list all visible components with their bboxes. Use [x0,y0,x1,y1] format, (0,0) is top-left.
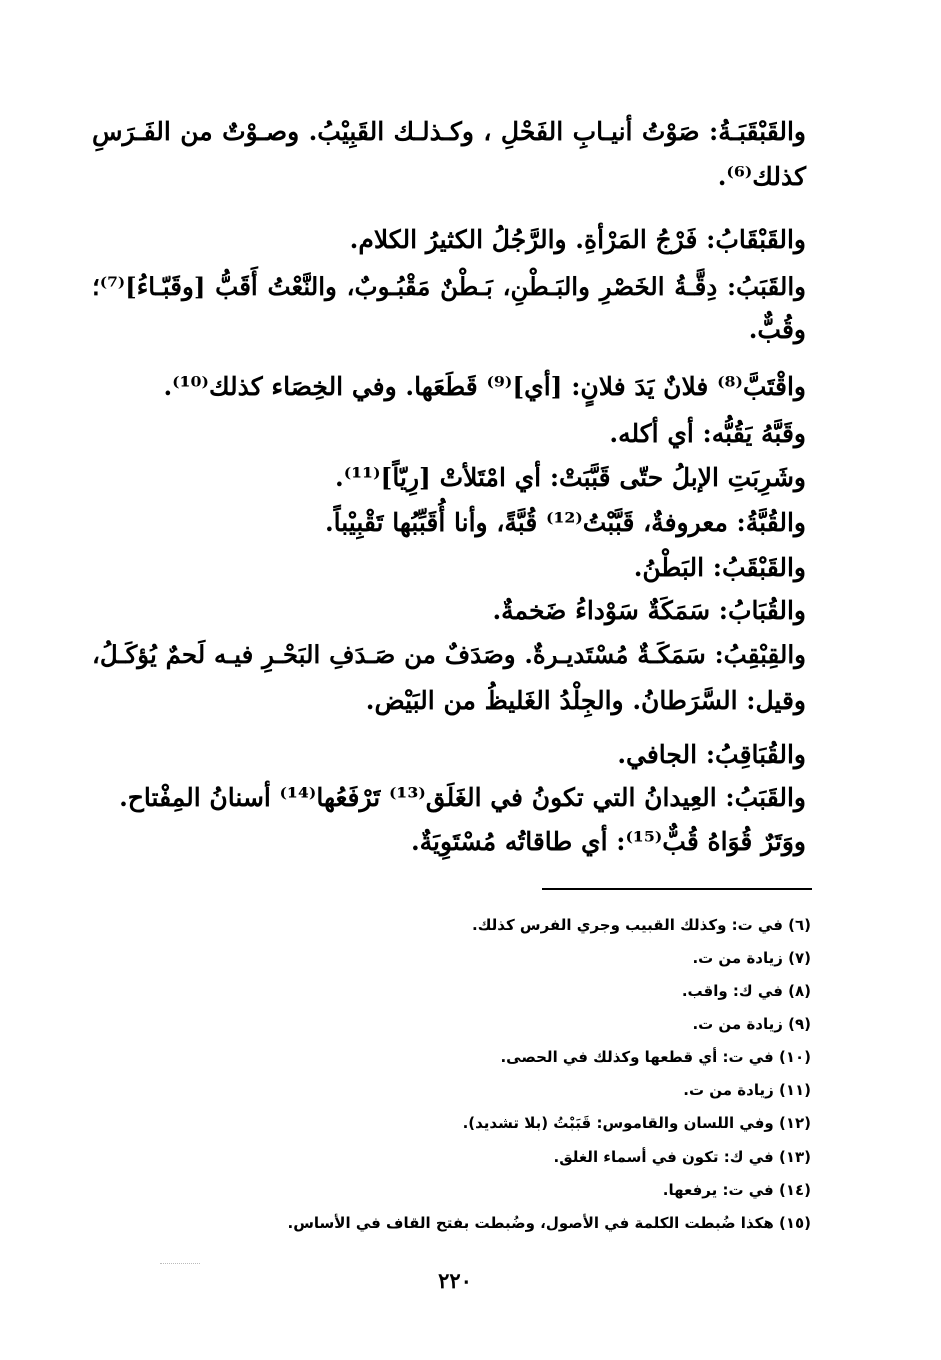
entry-iqtabba: واقْتَبَّ⁽⁸⁾ فلانٌ يَدَ فلانٍ: [أي]⁽⁹⁾ قَطَعَها. وفي الخِصَاء كذلك⁽¹⁰⁾. [163,372,806,401]
footnote-12: (١٢) وفي اللسان والقاموس: قَبَبْتُ (بلا تشديد). [462,1114,811,1132]
entry-qabqab-belly: والقَبْقَبُ: البَطْنُ. [633,553,806,582]
page-number: ٢٢٠ [438,1268,472,1293]
footnote-15: (١٥) هكذا ضُبطت الكلمة في الأصول، وضُبطت بفتح القاف في الأساس. [287,1214,811,1232]
entry-qabab-wood: والقَبَبُ: العِيدانُ التي تكونُ في الغَلَق⁽¹³⁾ تَرْفَعُها⁽¹⁴⁾ أسنانُ المِفْتاح. [119,783,806,812]
footnote-13: (١٣) في ك: تكون في أسماء الغلق. [553,1148,811,1166]
entry-qibqib-line-2: وقيل: السَّرَطانُ. والجِلْدُ الغَليظُ من البَيْض. [365,686,806,715]
footnote-7: (٧) زيادة من ت. [692,949,811,967]
footnote-14: (١٤) في ت: يرفعها. [662,1181,811,1199]
entry-qabqab: والقَبْقَابُ: فَرْجُ المَرْأةِ. والرَّجُلُ الكثيرُ الكلام. [349,225,806,254]
footnote-separator [542,888,812,890]
entry-shaeribat: وشَرِبَتِ الإبلُ حتّى قَبَّبَتْ: أي امْتَلأتْ [رِيّاً]⁽¹¹⁾. [335,463,806,492]
entry-qabab-line-1: والقَبَبُ: دِقَّـةُ الخَصْرِ والبَـطْنِ، بَـطْنٌ مَقْبُـوبٌ، والنَّعْتُ أَقَبُّ [وقَبّـاءُ]⁽⁷⁾؛ [92,272,806,301]
entry-watar: ووَتَرٌ قُوَاهُ قُبٌّ⁽¹⁵⁾: أي طاقاتُه مُسْتَوِيَةٌ. [410,827,806,856]
scan-speck [160,1263,200,1264]
entry-qibqib-line-1: والقِبْقِبُ: سَمَكَـةٌ مُسْتَديـرةٌ. وصَدَفٌ من صَـدَفِ البَحْـرِ فيـه لَحمٌ يُؤكَـلُ، [92,640,806,669]
footnote-6: (٦) في ت: وكذلك القبيب وجري الفرس كذلك. [472,916,811,934]
entry-qabab-line-2: وقُبٌّ. [748,315,806,344]
entry-qubaqib: والقُبَاقِبُ: الجافي. [617,740,806,769]
entry-qubbah: والقُبَّةُ: معروفةٌ، قَبَّبْتُ⁽¹²⁾ قُبَّةً، وأنا أُقَبِّبُها تَقْبِيْباً. [324,508,806,537]
footnote-11: (١١) زيادة من ت. [683,1081,811,1099]
footnote-8: (٨) في ك: واقب. [681,982,811,1000]
footnote-10: (١٠) في ت: أي قطعها وكذلك في الحصى. [500,1048,811,1066]
entry-qabqabah-line-2: كذلك⁽⁶⁾. [717,162,806,191]
entry-qabbahu: وقَبَّهُ يَقُبُّه: أي أكله. [609,419,806,448]
entry-qabqabah-line-1: والقَبْقَبَـةُ: صَوْتُ أنيـابِ الفَحْلِ ، وكـذلـك القَبِيْبُ. وصـوْتٌ من الفَـرَسِ [92,117,806,146]
entry-qubab: والقُبَابُ: سَمَكَةٌ سَوْداءُ ضَخمةٌ. [492,596,806,625]
footnote-9: (٩) زيادة من ت. [692,1015,811,1033]
